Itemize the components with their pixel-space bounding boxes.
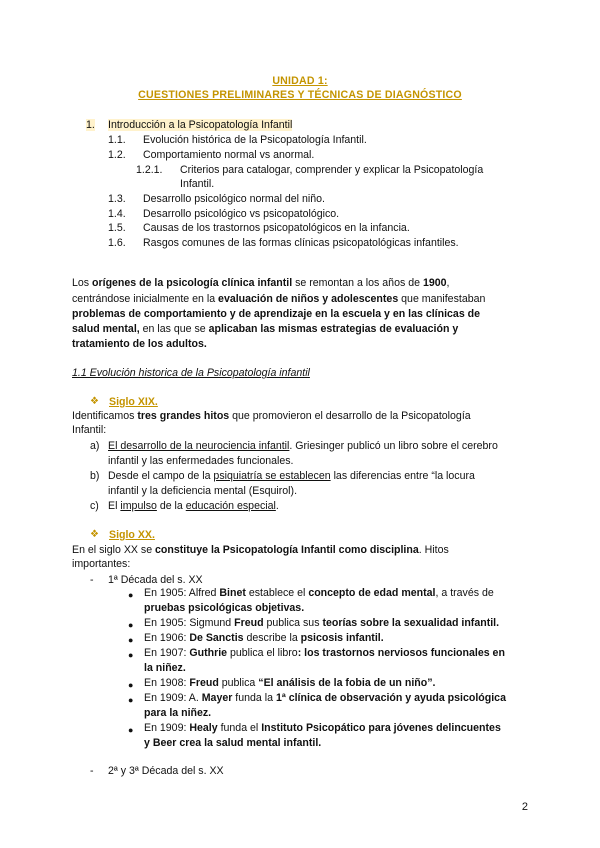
text: se remontan a los años de [292,277,423,289]
decade-label: 2ª y 3ª Década del s. XX [108,765,224,777]
text-underlined: educación especial [185,500,276,512]
toc-item-label: Desarrollo psicológico normal del niño. [143,193,325,205]
bullet-dot-icon: ● [128,680,134,690]
toc-item-label: Criterios para catalogar, comprender y explicar la Psicopatología [180,164,484,176]
text: funda el [217,722,262,734]
text: , [446,277,450,289]
intro-line [72,322,458,336]
text-bold: orígenes de la psicología clínica infantil [92,277,293,289]
text: . Hitos [418,544,449,556]
intro-line [72,337,207,351]
section-heading: 1.1 Evolución historica de la Psicopatología infantil [72,367,310,379]
bullet-dot-icon: ● [128,695,134,705]
text: En el siglo XX se [72,544,156,556]
text: que manifestaban [398,293,486,305]
page-number: 2 [521,801,528,813]
text: de la [156,500,186,512]
bullet-item [144,721,501,735]
text: En 1909: [144,722,190,734]
toc-num: 1.6. [108,237,126,249]
siglo-xx-intro [72,543,449,557]
list-item [108,499,279,513]
text-underlined: El desarrollo de la neurociencia infantil [108,440,290,452]
bullet-item-cont [144,706,211,720]
toc-item-label: Desarrollo psicológico vs psicopatológico. [143,208,340,220]
text-bold: “El análisis de la fobia de un niño”. [258,677,436,689]
text-bold: Instituto Psicopático para jóvenes delincuentes [261,722,501,734]
bullet-item [144,631,384,645]
text-bold: tres grandes hitos [137,410,230,422]
siglo-xx-intro-cont: importantes: [72,558,131,570]
bullet-item [144,646,505,660]
bullet-item-cont [144,736,321,750]
bullet-item [144,586,494,600]
list-item-cont: infantil y las enfermedades funcionales. [108,455,294,467]
siglo-xix-intro-cont: Infantil: [72,424,107,436]
toc-item-label: Causas de los trastornos psicopatológicos en la infancia. [143,222,410,234]
toc-item-label: Rasgos comunes de las formas clínicas psicopatológicas infantiles. [143,237,459,249]
text-bold: 1900 [422,277,447,289]
text: En 1906: [144,632,190,644]
bullet-item [144,691,506,705]
list-marker: b) [90,470,100,482]
text-bold: : los trastornos nerviosos funcionales en [297,647,505,659]
text-bold: Healy [189,722,218,734]
text-bold: problemas de comportamiento y de aprendizaje en la escuela y en las clínicas de [72,308,481,320]
text-bold: psicosis infantil. [300,632,384,644]
toc-item [108,192,126,206]
text-bold: y Beer crea la salud mental infantil. [144,737,322,749]
siglo-xx-heading: Siglo XX. [109,529,155,541]
bullet-dot-icon: ● [128,725,134,735]
diamond-bullet-icon: ❖ [90,529,99,540]
text-underlined: impulso [120,500,157,512]
text: Desde el campo de la [108,470,214,482]
text-bold: teorías sobre la sexualidad infantil. [322,617,500,629]
bullet-dot-icon: ● [128,590,134,600]
toc-item [108,236,126,250]
text: publica [218,677,259,689]
intro-line [72,292,485,306]
text: En 1905: Sigmund [144,617,235,629]
text: . Griesinger publicó un libro sobre el cerebro [289,440,498,452]
text: publica el libro [227,647,298,659]
bullet-item [144,676,435,690]
text: publica sus [263,617,323,629]
toc-item [108,221,126,235]
text: que promovieron el desarrollo de la Psicopatología [229,410,471,422]
text: describe la [243,632,301,644]
text: . [275,500,279,512]
text-bold: evaluación de niños y adolescentes [218,293,399,305]
text-bold: constituye la Psicopatología Infantil como disciplina [155,544,419,556]
diamond-bullet-icon: ❖ [90,396,99,407]
toc-item [108,148,126,162]
text-bold: para la niñez. [144,707,212,719]
text-bold: aplicaban las mismas estrategias de evaluación y [208,323,459,335]
text: , a través de [435,587,494,599]
text-bold: De Sanctis [189,632,244,644]
text-bold: pruebas psicológicas objetivas. [144,602,305,614]
toc-item [136,163,163,177]
text: En 1908: [144,677,190,689]
toc-main-label: Introducción a la Psicopatología Infantil [108,119,293,131]
list-item [108,469,475,483]
text-bold: concepto de edad mental [308,587,436,599]
bullet-dot-icon: ● [128,650,134,660]
toc-num: 1.5. [108,222,126,234]
text: funda la [232,692,276,704]
text-bold: salud mental, [72,323,140,335]
text-bold: la niñez. [144,662,186,674]
unit-title: UNIDAD 1: [272,75,328,87]
toc-main [86,118,95,132]
list-marker: a) [90,440,100,452]
siglo-xix-intro [72,409,471,423]
toc-num: 1.4. [108,208,126,220]
bullet-item-cont [144,601,304,615]
list-item-cont: infantil y la deficiencia mental (Esquirol). [108,485,298,497]
toc-main-label-wrap [108,118,292,132]
toc-num: 1.3. [108,193,126,205]
text-bold: Freud [189,677,219,689]
siglo-xix-heading: Siglo XIX. [109,396,158,408]
toc-num: 1.1. [108,134,126,146]
decade-label: 1ª Década del s. XX [108,574,203,586]
dash-bullet: - [90,765,94,777]
text-bold: 1ª clínica de observación y ayuda psicológica [275,692,506,704]
text: Los [72,277,93,289]
intro-line [72,276,449,290]
text-bold: tratamiento de los adultos. [72,338,207,350]
text: En 1907: [144,647,190,659]
toc-num: 1.2.1. [136,164,163,176]
list-marker: c) [90,500,99,512]
text-bold: Freud [234,617,264,629]
dash-bullet: - [90,574,94,586]
text: en las que se [139,323,209,335]
toc-item-label-cont: Infantil. [180,178,215,190]
unit-subtitle: CUESTIONES PRELIMINARES Y TÉCNICAS DE DIAGNÓSTICO [138,89,462,101]
text: El [108,500,121,512]
text: centrándose inicialmente en la [72,293,219,305]
text-underlined: psiquiatría se establecen [213,470,331,482]
bullet-dot-icon: ● [128,635,134,645]
toc-item-label: Comportamiento normal vs anormal. [143,149,315,161]
text: En 1909: A. [144,692,202,704]
bullet-dot-icon: ● [128,620,134,630]
bullet-item-cont [144,661,186,675]
text: En 1905: Alfred [144,587,220,599]
intro-line [72,307,480,321]
toc-item [108,133,126,147]
toc-item [108,207,126,221]
list-item [108,439,498,453]
text: establece el [245,587,309,599]
text: las diferencias entre “la locura [330,470,475,482]
text-bold: Mayer [201,692,233,704]
toc-main-num: 1. [86,119,95,131]
toc-num: 1.2. [108,149,126,161]
text-bold: Guthrie [189,647,228,659]
text: Identificamos [72,410,138,422]
toc-item-label: Evolución histórica de la Psicopatología Infantil. [143,134,367,146]
text-bold: Binet [219,587,246,599]
bullet-item [144,616,499,630]
